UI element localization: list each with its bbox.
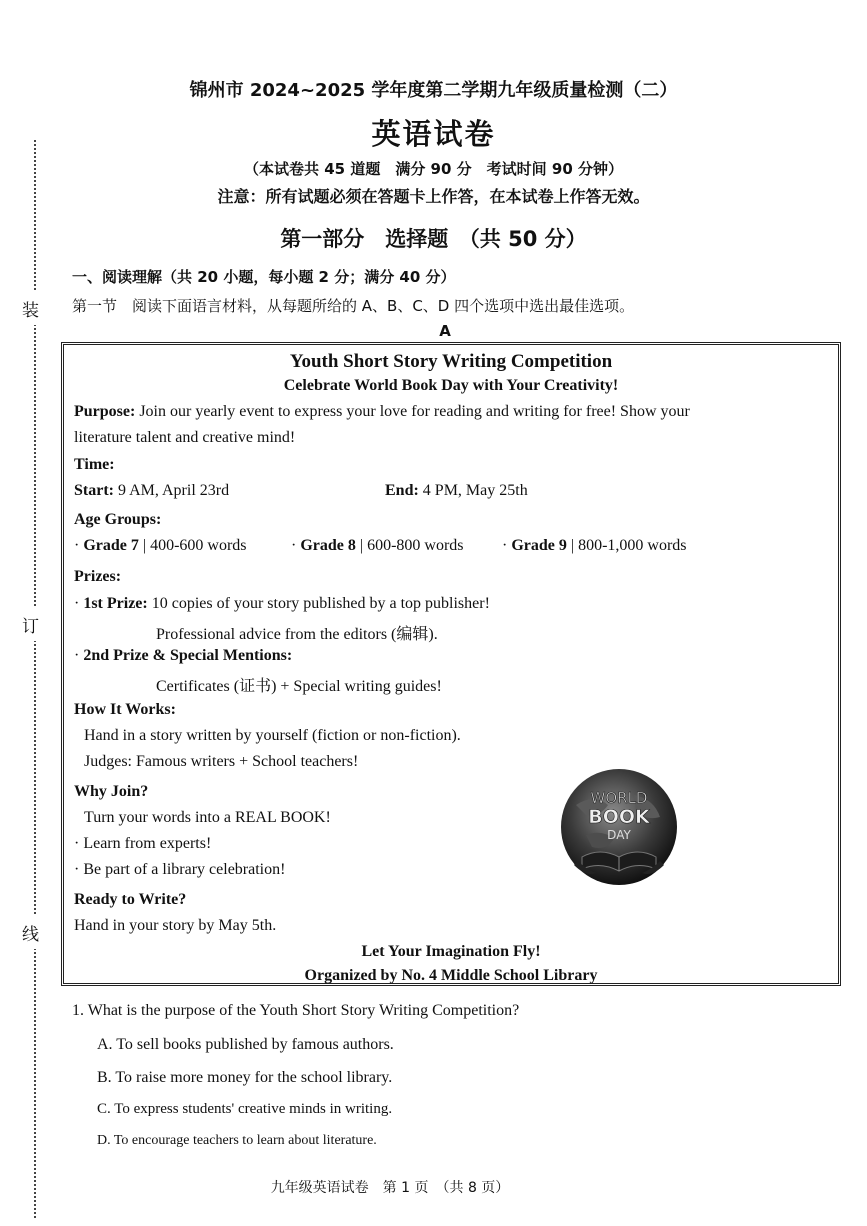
passage-letter: A (439, 322, 451, 340)
poster-title: Youth Short Story Writing Competition (289, 351, 613, 372)
why-item-1: Turn your words into a REAL BOOK! (84, 809, 331, 826)
closing-line-1: Let Your Imagination Fly! (361, 943, 541, 960)
purpose-text: Join our yearly event to express your love for reading and writing for free! Show your (135, 403, 690, 420)
purpose-label: Purpose: (74, 403, 136, 420)
badge-text-day: DAY (607, 828, 631, 842)
page-footer: 九年级英语试卷 第 1 页 （共 8 页） (270, 1180, 510, 1196)
exam-title: 锦州市 2024~2025 学年度第二学期九年级质量检测（二） (189, 80, 678, 101)
age-group-9: · Grade 9 | 800-1,000 words (502, 537, 687, 554)
world-book-day-logo (556, 765, 682, 891)
first-prize: · 1st Prize: 10 copies of your story published by a top publisher! (74, 595, 490, 612)
why-join-label: Why Join? (74, 783, 149, 800)
why-item-3: · Be part of a library celebration! (74, 861, 286, 878)
badge-text-book: BOOK (588, 806, 650, 828)
poster-box (61, 342, 841, 986)
why-item-2: · Learn from experts! (74, 835, 212, 852)
question-1-option-b: B. To raise more money for the school library. (97, 1069, 393, 1086)
question-1-option-d: D. To encourage teachers to learn about literature. (97, 1133, 377, 1148)
purpose-line-2: literature talent and creative mind! (74, 429, 296, 446)
question-1-option-a: A. To sell books published by famous authors. (97, 1036, 394, 1053)
ready-text: Hand in your story by May 5th. (74, 917, 277, 934)
how-item-1: Hand in a story written by yourself (fiction or non-fiction). (84, 727, 461, 744)
ready-label: Ready to Write? (74, 891, 187, 908)
grade9-value: | 800-1,000 words (566, 537, 687, 554)
second-prize: · 2nd Prize & Special Mentions: (74, 647, 293, 664)
part-title: 一、阅读理解（共 20 小题，每小题 2 分；满分 40 分） (72, 268, 456, 286)
binding-char-zhuang: 装 (22, 292, 39, 325)
binding-char-xian: 线 (22, 916, 39, 949)
grade7-label: Grade 7 (83, 537, 139, 554)
grade8-value: | 600-800 words (355, 537, 464, 554)
grade8-label: Grade 8 (300, 537, 356, 554)
age-group-7: · Grade 7 | 400-600 words (74, 537, 247, 554)
prizes-label: Prizes: (74, 568, 122, 585)
purpose-line-1 (74, 403, 690, 421)
first-prize-label: 1st Prize: (83, 595, 148, 612)
start-time (74, 482, 229, 500)
question-1-option-c: C. To express students' creative minds in writing. (97, 1101, 393, 1117)
end-label: End: (385, 482, 419, 499)
first-prize-value: 10 copies of your story published by a top publisher! (147, 595, 490, 612)
first-prize-line-2: Professional advice from the editors (编辑). (156, 626, 438, 643)
badge-text-world: WORLD (590, 789, 648, 807)
end-time (385, 482, 528, 500)
why-item-2-text: Learn from experts! (83, 835, 212, 852)
exam-notice: 注意：所有试题必须在答题卡上作答，在本试卷上作答无效。 (217, 187, 650, 206)
time-label: Time: (74, 456, 115, 473)
exam-info: （本试卷共 45 道题 满分 90 分 考试时间 90 分钟） (244, 160, 623, 178)
grade7-value: | 400-600 words (138, 537, 247, 554)
second-prize-value: Certificates (证书) + Special writing guides! (156, 678, 442, 695)
grade9-label: Grade 9 (511, 537, 567, 554)
start-value: 9 AM, April 23rd (113, 482, 230, 499)
second-prize-label: 2nd Prize & Special Mentions: (83, 647, 293, 664)
why-item-3-text: Be part of a library celebration! (83, 861, 286, 878)
section-heading: 第一部分 选择题 （共 50 分） (280, 227, 587, 251)
section-instruction: 第一节 阅读下面语言材料，从每题所给的 A、B、C、D 四个选项中选出最佳选项。 (72, 297, 635, 315)
poster-subtitle: Celebrate World Book Day with Your Creativity! (283, 377, 619, 394)
start-label: Start: (74, 482, 114, 499)
age-group-8: · Grade 8 | 600-800 words (291, 537, 464, 554)
binding-char-ding: 订 (22, 608, 39, 641)
age-groups-label: Age Groups: (74, 511, 162, 528)
how-item-2: Judges: Famous writers + School teachers! (84, 753, 359, 770)
closing-line-2: Organized by No. 4 Middle School Library (304, 967, 598, 984)
question-1-stem: 1. What is the purpose of the Youth Short Story Writing Competition? (72, 1002, 520, 1019)
end-value: 4 PM, May 25th (418, 482, 528, 499)
how-it-works-label: How It Works: (74, 701, 176, 718)
subject-title: 英语试卷 (371, 117, 496, 151)
